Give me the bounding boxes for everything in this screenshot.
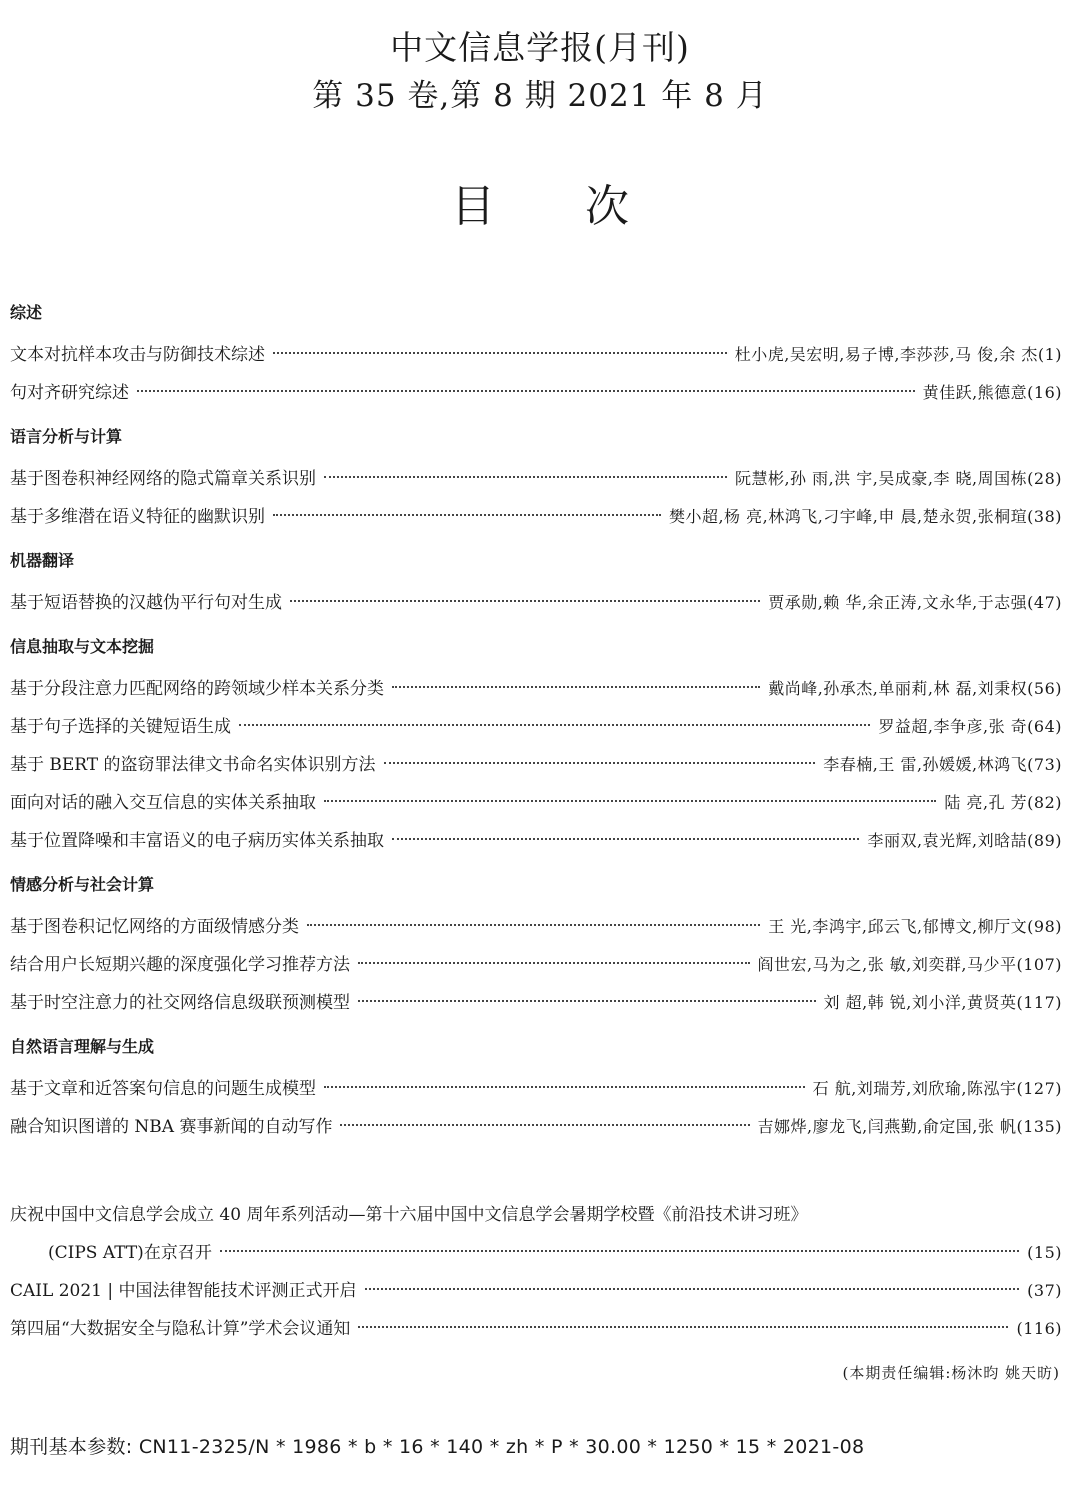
article-title: 面向对话的融入交互信息的实体关系抽取 [10, 793, 316, 813]
toc-entry[interactable] [10, 708, 1062, 746]
article-title: 基于 BERT 的盗窃罪法律文书命名实体识别方法 [10, 755, 376, 775]
toc-entry[interactable] [10, 984, 1062, 1022]
article-title: 融合知识图谱的 NBA 赛事新闻的自动写作 [10, 1117, 333, 1137]
notice-2-page: (37) [1027, 1281, 1062, 1300]
article-authors-page: 李春楠,王 雷,孙媛媛,林鸿飞(73) [823, 755, 1062, 774]
section-gap [10, 622, 1062, 634]
dot-leader [307, 924, 760, 926]
toc-entry[interactable] [10, 746, 1062, 784]
article-title: 基于多维潜在语义特征的幽默识别 [10, 507, 265, 527]
article-title: 基于文章和近答案句信息的问题生成模型 [10, 1079, 316, 1099]
dot-leader [384, 762, 816, 764]
article-title: 基于时空注意力的社交网络信息级联预测模型 [10, 993, 350, 1013]
toc-entry[interactable] [10, 498, 1062, 536]
article-title: 基于图卷积神经网络的隐式篇章关系识别 [10, 469, 316, 489]
toc-entry[interactable] [10, 1108, 1062, 1146]
section-gap [10, 1146, 1062, 1158]
dot-leader [273, 514, 661, 516]
article-title: 句对齐研究综述 [10, 383, 129, 403]
article-authors-page: 阎世宏,马为之,张 敏,刘奕群,马少平(107) [757, 955, 1062, 974]
article-authors-page: 戴尚峰,孙承杰,单丽莉,林 磊,刘秉权(56) [768, 679, 1062, 698]
article-title: 基于位置降噪和丰富语义的电子病历实体关系抽取 [10, 831, 384, 851]
notice-2[interactable] [10, 1272, 1062, 1310]
section-gap [10, 1022, 1062, 1034]
article-authors-page: 刘 超,韩 锐,刘小洋,黄贤英(117) [823, 993, 1062, 1012]
editor-note: (本期责任编辑:杨沐昀 姚天昉) [842, 1364, 1060, 1382]
journal-title: 中文信息学报(月刊) [390, 28, 690, 67]
section-gap [10, 536, 1062, 548]
article-authors-page: 王 光,李鸿宇,邱云飞,郁博文,柳厅文(98) [768, 917, 1062, 936]
article-authors-page: 贾承勋,赖 华,余正涛,文永华,于志强(47) [768, 593, 1062, 612]
toc-entry[interactable] [10, 822, 1062, 860]
dot-leader [365, 1288, 1020, 1290]
dot-leader [340, 1124, 749, 1126]
article-authors-page: 阮慧彬,孙 雨,洪 宇,吴成豪,李 晓,周国栋(28) [734, 469, 1062, 488]
dot-leader [324, 1086, 805, 1088]
dot-leader [273, 352, 727, 354]
notice-3-page: (116) [1016, 1319, 1062, 1338]
notice-1[interactable] [10, 1234, 1062, 1272]
article-authors-page: 陆 亮,孔 芳(82) [944, 793, 1062, 812]
article-authors-page: 杜小虎,吴宏明,易子博,李莎莎,马 俊,余 杰(1) [734, 345, 1062, 364]
section-title: 机器翻译 [10, 551, 75, 570]
dot-leader [358, 1326, 1008, 1328]
section-title: 自然语言理解与生成 [10, 1037, 155, 1056]
article-authors-page: 黄佳跃,熊德意(16) [922, 383, 1062, 402]
toc-entry[interactable] [10, 670, 1062, 708]
notice-1-page: (15) [1027, 1243, 1062, 1262]
notice-2-title: CAIL 2021 | 中国法律智能技术评测正式开启 [10, 1281, 357, 1301]
section-gap [10, 412, 1062, 424]
notice-3[interactable] [10, 1310, 1062, 1348]
article-title: 结合用户长短期兴趣的深度强化学习推荐方法 [10, 955, 350, 975]
toc-entry[interactable] [10, 908, 1062, 946]
article-title: 文本对抗样本攻击与防御技术综述 [10, 345, 265, 365]
toc-entry[interactable] [10, 460, 1062, 498]
dot-leader [324, 800, 936, 802]
dot-leader [324, 476, 727, 478]
section-gap [10, 860, 1062, 872]
dot-leader [220, 1250, 1019, 1252]
notice-3-title: 第四届“大数据安全与隐私计算”学术会议通知 [10, 1319, 351, 1339]
issue-line: 第 35 卷,第 8 期 2021 年 8 月 [312, 78, 768, 114]
article-authors-page: 李丽双,袁光辉,刘晗喆(89) [867, 831, 1062, 850]
section-title: 语言分析与计算 [10, 427, 123, 446]
dot-leader [358, 1000, 816, 1002]
dot-leader [239, 724, 870, 726]
dot-leader [358, 962, 750, 964]
toc-entry[interactable] [10, 1070, 1062, 1108]
article-authors-page: 石 航,刘瑞芳,刘欣瑜,陈泓宇(127) [812, 1079, 1062, 1098]
dot-leader [392, 686, 760, 688]
toc-entry[interactable] [10, 584, 1062, 622]
article-authors-page: 樊小超,杨 亮,林鸿飞,刁宇峰,申 晨,楚永贺,张桐瑄(38) [668, 507, 1062, 526]
toc-entry[interactable] [10, 336, 1062, 374]
journal-parameters: 期刊基本参数: CN11-2325/N * 1986 * b * 16 * 140 * zh * P * 30.00 * 1250 * 15 * 2021-08 [10, 1436, 865, 1458]
article-title: 基于句子选择的关键短语生成 [10, 717, 231, 737]
notice-1-line-2: (CIPS ATT)在京召开 [48, 1243, 212, 1263]
dot-leader [392, 838, 859, 840]
notice-1-line-1: 庆祝中国中文信息学会成立 40 周年系列活动—第十六届中国中文信息学会暑期学校暨《前沿技术讲习班》 [10, 1205, 808, 1225]
section-title: 综述 [10, 303, 43, 322]
article-title: 基于图卷积记忆网络的方面级情感分类 [10, 917, 299, 937]
dot-leader [137, 390, 915, 392]
section-title: 信息抽取与文本挖掘 [10, 637, 155, 656]
toc-heading: 目次 [451, 181, 719, 232]
toc-entry[interactable] [10, 946, 1062, 984]
notices [10, 1196, 1062, 1348]
section-title: 情感分析与社会计算 [10, 875, 155, 894]
dot-leader [290, 600, 760, 602]
article-title: 基于分段注意力匹配网络的跨领域少样本关系分类 [10, 679, 384, 699]
table-of-contents [10, 300, 1062, 1158]
toc-entry[interactable] [10, 374, 1062, 412]
toc-entry[interactable] [10, 784, 1062, 822]
article-authors-page: 罗益超,李争彦,张 奇(64) [878, 717, 1062, 736]
article-authors-page: 吉娜烨,廖龙飞,闫燕勤,俞定国,张 帆(135) [757, 1117, 1062, 1136]
article-title: 基于短语替换的汉越伪平行句对生成 [10, 593, 282, 613]
